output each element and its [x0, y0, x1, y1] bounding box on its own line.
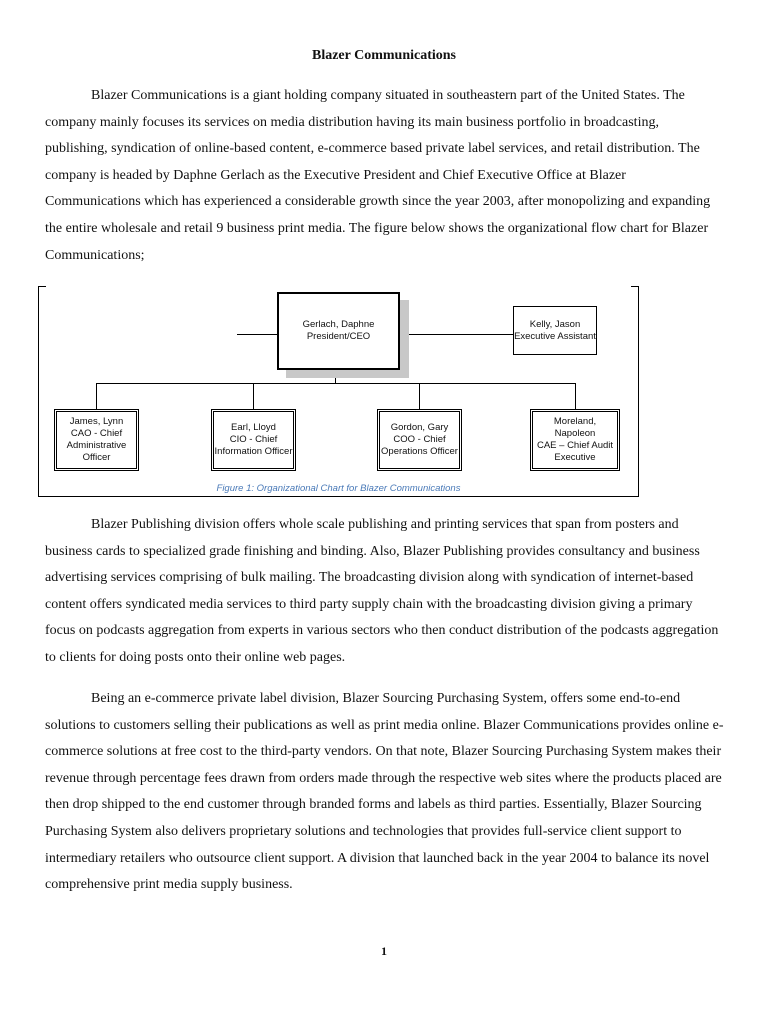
frame-left-border: [38, 286, 39, 497]
cae-title-line: Executive: [554, 452, 596, 463]
coo-title-line: Operations Officer: [381, 446, 458, 457]
cio-box: [211, 409, 296, 471]
paragraph-publishing: Blazer Publishing division offers whole scale publishing and printing services that span from posters and business cards to specialized grade finishing and binding. Also, Blazer Publishing provides consultancy and business advertising services comprising of bulk mailing. The broadcasting division along with syndication of internet-based content offers syndicated media services to third party supply chain with the broadcasting division giving a primary focus on podcasts aggregation from experts in various sectors who then conduct distribution of the podcasts aggregation to clients for doing posts onto their online web pages.: [45, 517, 719, 665]
ceo-name: Gerlach, Daphne: [302, 319, 375, 330]
assistant-name: Kelly, Jason: [529, 318, 581, 330]
frame-right-border: [638, 286, 639, 497]
cio-title-line: Information Officer: [214, 446, 293, 457]
document-title: Blazer Communications: [311, 48, 456, 63]
cae-box: [530, 409, 620, 471]
ceo-title: President/CEO: [306, 331, 371, 342]
cao-title-line: Officer: [82, 452, 111, 463]
cao-title-line: Administrative: [66, 440, 127, 451]
cio-title-line: CIO - Chief: [229, 434, 278, 445]
cao-name: James, Lynn: [69, 416, 124, 427]
frame-bottom-border: [38, 496, 639, 497]
frame-top-left-tick: [38, 286, 46, 287]
coo-box: [377, 409, 462, 471]
coo-connector: [419, 383, 420, 410]
cao-title-line: CAO - Chief: [70, 428, 123, 439]
cao-connector: [96, 383, 97, 410]
coo-title-line: COO - Chief: [393, 434, 446, 445]
coo-name: Gordon, Gary: [390, 422, 449, 433]
paragraph-intro: Blazer Communications is a giant holding company situated in southeastern part of the United States. The company mainly focuses its services on media distribution having its main business portfolio in broadcasting, publishing, syndication of online-based content, e-commerce based private label services, and retail distribution. The company is headed by Daphne Gerlach as the Executive President and Chief Executive Office at Blazer Communications which has experienced a considerable growth since the year 2003, after monopolizing and expanding the entire wholesale and retail 9 business print media. The figure below shows the organizational flow chart for Blazer Communications;: [45, 88, 711, 263]
org-chart-figure: [38, 286, 639, 497]
cae-connector: [575, 383, 576, 410]
cio-connector: [253, 383, 254, 410]
assistant-box: [513, 306, 597, 355]
cae-name: Moreland, Napoleon: [553, 416, 597, 439]
cao-box: [54, 409, 139, 471]
reports-bus-line: [96, 383, 575, 384]
cae-title-line: CAE – Chief Audit: [536, 440, 614, 451]
page-number: 1: [381, 944, 387, 958]
cio-name: Earl, Lloyd: [231, 422, 276, 433]
ceo-box: [277, 292, 400, 370]
assistant-title: Executive Assistant: [514, 330, 596, 342]
paragraph-ecommerce: Being an e-commerce private label division, Blazer Sourcing Purchasing System, offers some end-to-end solutions to customers selling their publications as well as print media online. Blazer Communications provides online e-commerce solutions at free cost to the third-party vendors. On that note, Blazer Sourcing Purchasing System makes their revenue through percentage fees drawn from orders made through the respective web sites where the products placed are then drop shipped to the end customer through branded forms and labels as third parties. Essentially, Blazer Sourcing Purchasing System also delivers proprietary solutions and technologies that provides full-service client support to intermediary retailers who outsource client support. A division that launched back in the year 2004 to balance its novel comprehensive print media supply business.: [45, 691, 724, 893]
figure-caption: Figure 1: Organizational Chart for Blazer Communications: [216, 483, 461, 494]
frame-top-right-tick: [631, 286, 639, 287]
